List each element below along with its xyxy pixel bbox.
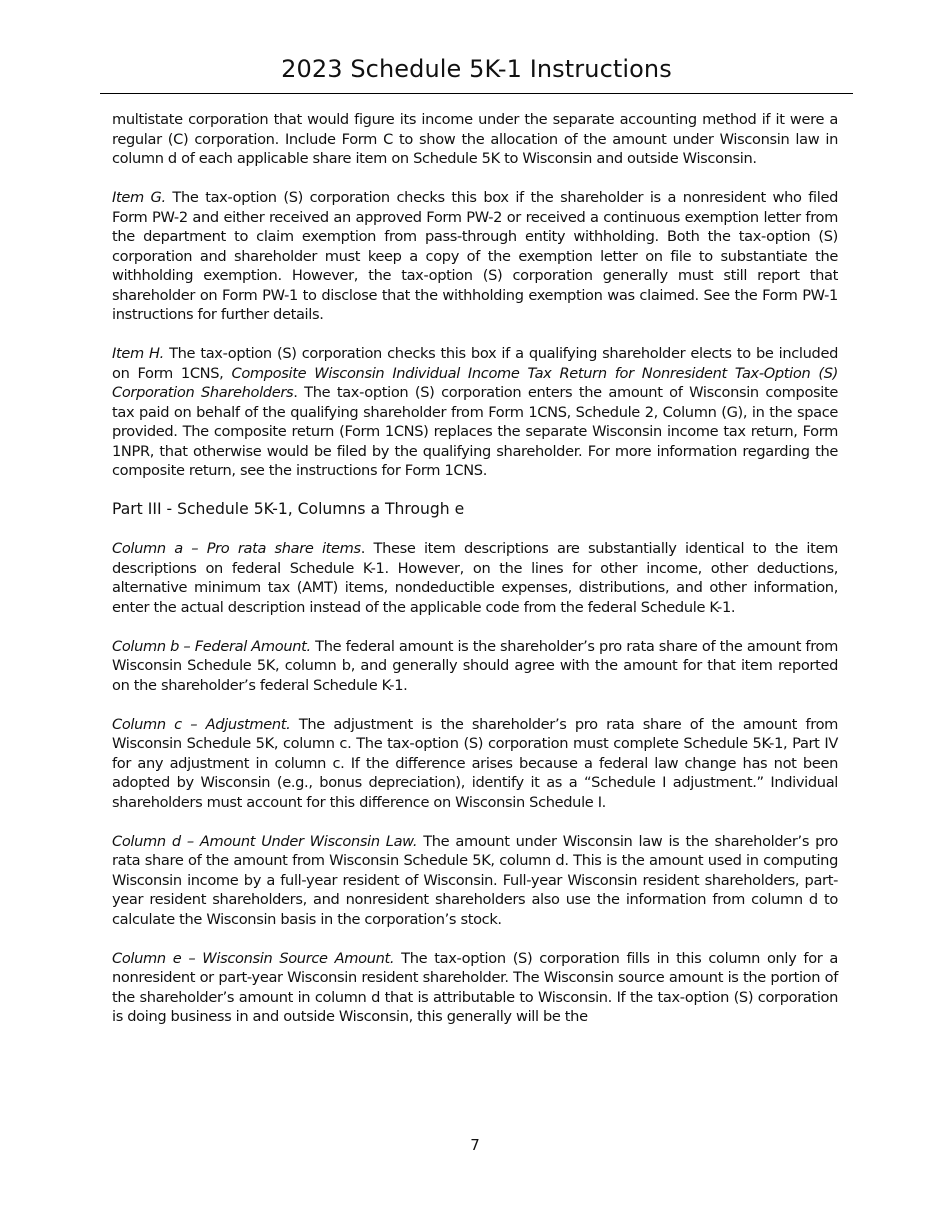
column-d-paragraph [112,832,838,930]
item-h-lead: Item H. [112,345,164,362]
column-b-lead: Column b – Federal Amount. [112,637,311,655]
intro-paragraph [112,110,838,169]
document-body [112,110,838,1027]
page-header [100,52,853,94]
column-a-paragraph [112,539,838,617]
column-b-paragraph [112,637,838,696]
item-h-paragraph [112,344,838,481]
column-c-paragraph [112,715,838,813]
column-d-lead: Column d – Amount Under Wisconsin Law. [112,832,418,850]
page-number: 7 [470,1136,480,1154]
intro-text: multistate corporation that would figure its income under the separate accounting method if it were a regular (C) corporation. Include Form C to show the allocation of the amount under Wisconsin law in column d of each applicable share item on Schedule 5K to Wisconsin and outside Wisconsin. [112,111,838,167]
column-a-text: . These item descriptions are substantially identical to the item descriptions on federal Schedule K-1. However, on the lines for other income, other deductions, alternative minimum tax (AMT) items, nondeductible expenses, distributions, and other information, enter the actual description instead of the applicable code from the federal Schedule K-1. [112,540,838,616]
item-h-text-1: The tax-option (S) corporation checks this box if a qualifying shareholder elects to be included on Form 1CNS, [112,345,838,382]
column-c-lead: Column c – Adjustment. [112,715,291,733]
column-e-paragraph [112,949,838,1027]
page-footer [0,1135,950,1155]
column-b-text: The federal amount is the shareholder’s pro rata share of the amount from Wisconsin Schedule 5K, column b, and generally should agree with the amount for that item reported on the shareholder’s federal Schedule K-1. [112,637,838,694]
column-a-lead: Column a – Pro rata share items [112,540,361,557]
item-h-text-2: . The tax-option (S) corporation enters the amount of Wisconsin composite tax paid on behalf of the qualifying shareholder from Form 1CNS, Schedule 2, Column (G), in the space provided. The composite return (Form 1CNS) replaces the separate Wisconsin income tax return, Form 1NPR, that otherwise would be filed by the qualifying shareholder. For more information regarding the composite return, see the instructions for Form 1CNS. [112,384,838,479]
page-title: 2023 Schedule 5K-1 Instructions [281,55,672,83]
item-g-paragraph [112,188,838,325]
column-d-text: The amount under Wisconsin law is the shareholder’s pro rata share of the amount from Wisconsin Schedule 5K, column d. This is the amount used in computing Wisconsin income by a full-year resident of Wisconsin. Full-year Wisconsin resident shareholders, part-year resident shareholders, and nonresident shareholders also use the information from column d to calculate the Wisconsin basis in the corporation’s stock. [112,832,838,928]
column-e-lead: Column e – Wisconsin Source Amount. [112,949,395,967]
column-c-text: The adjustment is the shareholder’s pro rata share of the amount from Wisconsin Schedule 5K, column c. The tax-option (S) corporation must complete Schedule 5K-1, Part IV for any adjustment in column c. If the difference arises because a federal law change has not been adopted by Wisconsin (e.g., bonus depreciation), identify it as a “Schedule I adjustment.” Individual shareholders must account for this difference on Wisconsin Schedule I. [112,715,839,811]
part-iii-heading: Part III - Schedule 5K-1, Columns a Through e [112,500,465,518]
item-g-text: The tax-option (S) corporation checks this box if the shareholder is a nonresident who filed Form PW-2 and either received an approved Form PW-2 or received a continuous exemption letter from the department to claim exemption from pass-through entity withholding. Both the tax-option (S) corporation and shareholder must keep a copy of the exemption letter on file to substantiate the withholding exemption. However, the tax-option (S) corporation generally must still report that shareholder on Form PW-1 to disclose that the withholding exemption was claimed. See the Form PW-1 instructions for further details. [112,189,838,323]
item-h-form-title: Composite Wisconsin Individual Income Tax Return for Nonresident Tax-Option (S) Corporation Shareholders [112,364,838,401]
item-g-lead: Item G. [112,189,166,206]
column-e-text: The tax-option (S) corporation fills in this column only for a nonresident or part-year Wisconsin resident shareholder. The Wisconsin source amount is the portion of the shareholder’s amount in column d that is attributable to Wisconsin. If the tax-option (S) corporation is doing business in and outside Wisconsin, this generally will be the [112,949,838,1025]
